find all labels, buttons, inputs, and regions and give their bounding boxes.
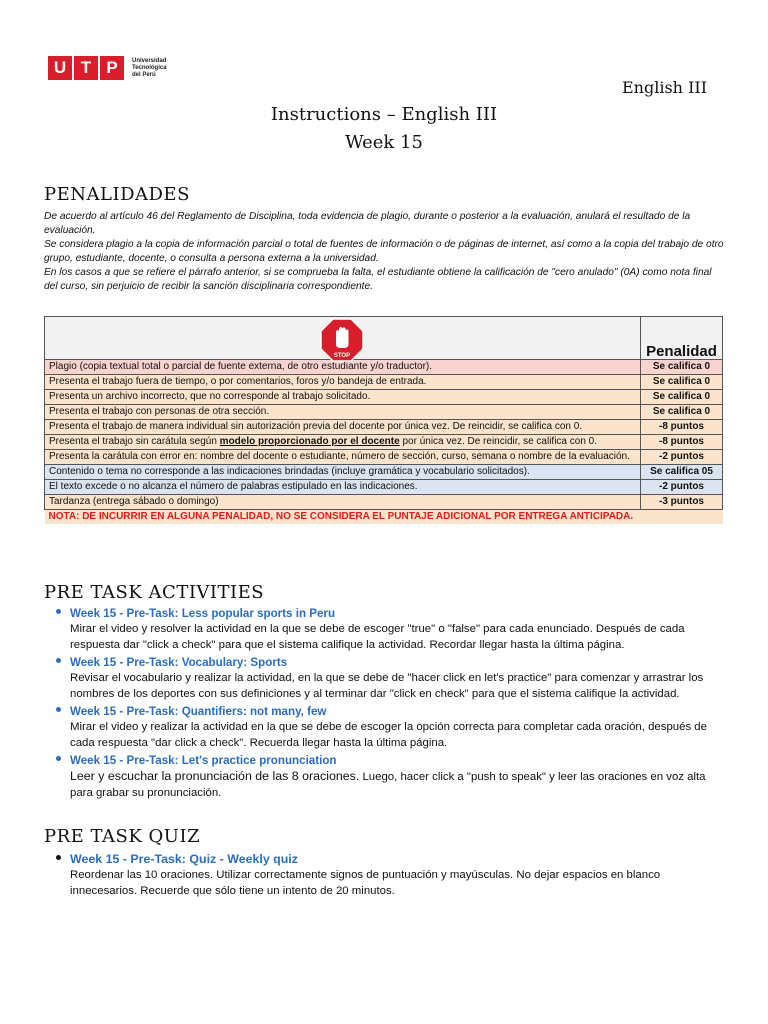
intro-paragraph: En los casos a que se refiere el párrafo anterior, si se comprueba la falta, el estudiante obtiene la calificación de "cero anulado" (0A) como nota final del curso, sin perjuicio de recibir la sanción disciplinaria correspondiente. <box>44 267 712 292</box>
intro-paragraph: Se considera plagio a la copia de información parcial o total de fuentes de información o de páginas de internet, así como a la copia del trabajo de otro grupo, estudiante, docente, o consulta a persona externa a la universidad. <box>44 239 724 264</box>
table-row <box>45 420 723 435</box>
activity-title[interactable]: Week 15 - Pre-Task: Let's practice pronunciation <box>70 754 337 767</box>
logo-letter-p: P <box>100 56 124 80</box>
row-desc-part: Presenta el trabajo sin carátula según <box>49 436 220 447</box>
quiz-list <box>44 852 724 901</box>
course-label: English III <box>622 78 708 97</box>
table-note: NOTA: DE INCURRIR EN ALGUNA PENALIDAD, NO SE CONSIDERA EL PUNTAJE ADICIONAL POR ENTREGA ANTICIPADA. <box>45 510 723 525</box>
list-item <box>44 606 724 653</box>
pre-task-list <box>44 606 724 803</box>
row-desc-part: por única vez. De reincidir, se califica con 0. <box>399 436 598 447</box>
page-subtitle-week: Week 15 <box>345 132 423 153</box>
utp-logo <box>48 56 167 80</box>
logo-text-line: Tecnológica <box>132 64 167 71</box>
row-description <box>45 435 641 450</box>
logo-university-name <box>132 58 167 79</box>
table-row <box>45 375 723 390</box>
table-row <box>45 360 723 375</box>
row-description: Contenido o tema no corresponde a las indicaciones brindadas (incluye gramática y vocabulario solicitados). <box>45 465 641 480</box>
quiz-description: Reordenar las 10 oraciones. Utilizar correctamente signos de puntuación y mayúsculas. No dejar espacios en blanco innecesarios. Recuerde que sólo tiene un intento de 20 minutos. <box>70 869 661 897</box>
row-penalty: Se califica 0 <box>641 390 723 405</box>
bullet-icon <box>56 707 61 712</box>
table-note-row <box>45 510 723 525</box>
row-description: Tardanza (entrega sábado o domingo) <box>45 495 641 510</box>
row-penalty: -8 puntos <box>641 420 723 435</box>
list-item <box>44 852 724 899</box>
row-description: Plagio (copia textual total o parcial de fuente externa, de otro estudiante y/o traductor). <box>45 360 641 375</box>
bullet-icon <box>56 658 61 663</box>
penalties-heading: PENALIDADES <box>44 184 190 205</box>
bullet-icon <box>56 855 61 860</box>
stop-sign-icon <box>320 318 364 362</box>
quiz-heading: PRE TASK QUIZ <box>44 826 201 847</box>
activity-desc-lead: Leer y escuchar la pronunciación de las 8 oraciones. <box>70 769 360 783</box>
row-description: Presenta la carátula con error en: nombre del docente o estudiante, número de sección, curso, semana o nombre de la evaluación. <box>45 450 641 465</box>
row-description: Presenta el trabajo fuera de tiempo, o por comentarios, foros y/o bandeja de entrada. <box>45 375 641 390</box>
activity-desc-rest: Luego, hacer click a "push to speak" y leer las oraciones en voz alta para grabar su pronunciación. <box>70 771 706 799</box>
quiz-title[interactable]: Week 15 - Pre-Task: Quiz - Weekly quiz <box>70 852 298 866</box>
bullet-icon <box>56 756 61 761</box>
pre-task-heading: PRE TASK ACTIVITIES <box>44 582 265 603</box>
logo-text-line: del Perú <box>132 71 156 78</box>
row-penalty: -2 puntos <box>641 480 723 495</box>
activity-description: Mirar el video y resolver la actividad en la que se debe de escoger "true" o "false" para cada enunciado. Después de cada respuesta dar "click a check" para que el sistema califique la actividad. Recordar llegar hasta la última página. <box>70 623 685 651</box>
intro-paragraph: De acuerdo al artículo 46 del Reglamento de Disciplina, toda evidencia de plagio, durante o posterior a la evaluación, anulará el resultado de la evaluación. <box>44 211 691 236</box>
row-penalty: -2 puntos <box>641 450 723 465</box>
row-penalty: Se califica 0 <box>641 360 723 375</box>
activity-description: Mirar el video y realizar la actividad en la que se debe de escoger la opción correcta para completar cada oración, después de cada respuesta "dar click a check". Recuerda llegar hasta la última página. <box>70 721 707 749</box>
activity-title[interactable]: Week 15 - Pre-Task: Less popular sports in Peru <box>70 607 336 620</box>
row-penalty: -3 puntos <box>641 495 723 510</box>
activity-description: Revisar el vocabulario y realizar la actividad, en la que se debe de "hacer click en let's practice" para comenzar y arrastrar los nombres de los deportes con sus definiciones y al terminar dar "click en check" para que el sistema califique la actividad. <box>70 672 704 700</box>
stop-sign-label: STOP <box>333 353 351 359</box>
list-item <box>44 655 724 702</box>
table-row <box>45 465 723 480</box>
page-title: Instructions – English III <box>270 104 498 125</box>
table-row <box>45 405 723 420</box>
row-description: Presenta un archivo incorrecto, que no corresponde al trabajo solicitado. <box>45 390 641 405</box>
row-penalty: Se califica 0 <box>641 375 723 390</box>
list-item <box>44 753 724 801</box>
list-item <box>44 704 724 751</box>
table-row <box>45 435 723 450</box>
table-header-row <box>45 317 723 360</box>
row-desc-bold: modelo proporcionado por el docente <box>219 436 400 447</box>
row-description: Presenta el trabajo con personas de otra sección. <box>45 405 641 420</box>
row-description: Presenta el trabajo de manera individual sin autorización previa del docente por única vez. De reincidir, se califica con 0. <box>45 420 641 435</box>
penalties-intro <box>44 210 724 294</box>
row-penalty: Se califica 05 <box>641 465 723 480</box>
row-penalty: Se califica 0 <box>641 405 723 420</box>
activity-title[interactable]: Week 15 - Pre-Task: Vocabulary: Sports <box>70 656 288 669</box>
logo-text-line: Universidad <box>132 57 167 64</box>
activity-description <box>70 768 724 801</box>
bullet-icon <box>56 609 61 614</box>
table-row <box>45 480 723 495</box>
table-row <box>45 450 723 465</box>
activity-title[interactable]: Week 15 - Pre-Task: Quantifiers: not many, few <box>70 705 327 718</box>
row-penalty: -8 puntos <box>641 435 723 450</box>
penalties-table <box>44 316 723 524</box>
table-header-penalty: Penalidad <box>641 317 723 360</box>
table-row <box>45 390 723 405</box>
row-description: El texto excede o no alcanza el número de palabras estipulado en las indicaciones. <box>45 480 641 495</box>
logo-letter-t: T <box>74 56 98 80</box>
logo-letter-u: U <box>48 56 72 80</box>
table-row <box>45 495 723 510</box>
